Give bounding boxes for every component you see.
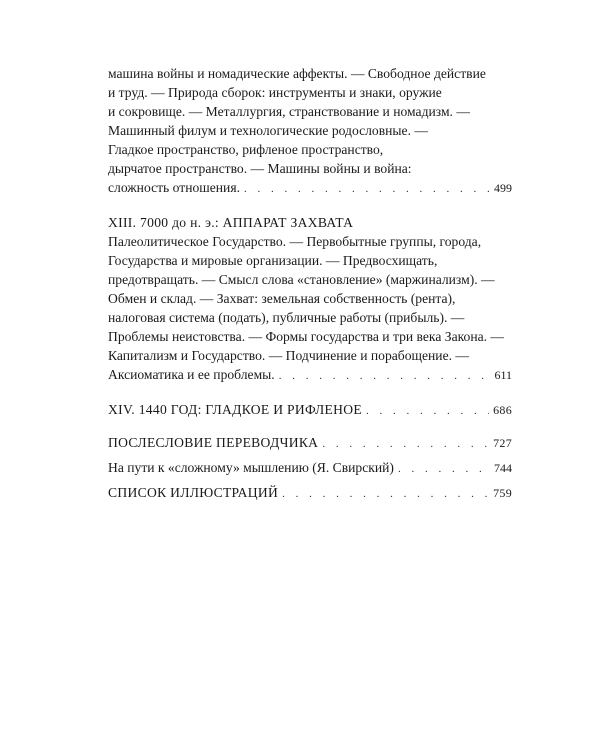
toc-leader-line <box>108 400 512 421</box>
section-heading: На пути к «сложному» мышлению (Я. Свирский) <box>108 460 394 475</box>
toc-entry-afterword <box>108 433 512 454</box>
toc-leader-line <box>108 365 512 386</box>
dot-leader <box>322 435 489 454</box>
toc-text-line: Капитализм и Государство. — Подчинение и порабощение. — <box>108 348 469 363</box>
chapter-heading: XIII. 7000 до н. э.: АППАРАТ ЗАХВАТА <box>108 215 354 230</box>
page-number: 686 <box>493 403 512 417</box>
toc-text-line: машина войны и номадические аффекты. — Свободное действие <box>108 66 486 81</box>
toc-leader-line <box>108 433 512 454</box>
page-number: 499 <box>494 181 512 195</box>
toc-text-line: налоговая система (подать), публичные работы (прибыль). — <box>108 310 465 325</box>
toc-leader-line <box>108 483 512 504</box>
toc-entry-illustrations <box>108 483 512 504</box>
toc-entry-afterword-sub <box>108 458 512 479</box>
dot-leader <box>398 460 490 479</box>
toc-text-line: Проблемы неистовства. — Формы государства и три века Закона. — <box>108 329 505 344</box>
dot-leader <box>279 367 491 386</box>
toc-leader-line <box>108 458 512 479</box>
toc-text-line: предотвращать. — Смысл слова «становление» (маржинализм). — <box>108 272 495 287</box>
section-heading: СПИСОК ИЛЛЮСТРАЦИЙ <box>108 485 279 500</box>
page-number: 611 <box>494 368 512 382</box>
dot-leader <box>282 485 489 504</box>
page-number: 759 <box>493 486 512 500</box>
toc-text-line: и труд. — Природа сборок: инструменты и знаки, оружие <box>108 85 442 100</box>
toc-text-line: Гладкое пространство, рифленое пространство, <box>108 142 384 157</box>
toc-text-line: Машинный филум и технологические родословные. — <box>108 123 428 138</box>
dot-leader <box>366 402 489 421</box>
toc-entry-chapter-13 <box>108 213 512 386</box>
toc-text-line: дырчатое пространство. — Машины войны и война: <box>108 161 412 176</box>
toc-entry-continued <box>108 64 512 199</box>
toc-text-line: Обмен и склад. — Захват: земельная собственность (рента), <box>108 291 456 306</box>
toc-text-line: и сокровище. — Металлургия, странствование и номадизм. — <box>108 104 470 119</box>
section-heading: ПОСЛЕСЛОВИЕ ПЕРЕВОДЧИКА <box>108 435 319 450</box>
page-number: 727 <box>493 436 512 450</box>
toc-text-line: сложность отношения. <box>108 180 240 195</box>
toc-entry-chapter-14 <box>108 400 512 421</box>
page-number: 744 <box>494 461 512 475</box>
dot-leader <box>244 180 490 199</box>
table-of-contents <box>108 64 512 504</box>
toc-text-line: Палеолитическое Государство. — Первобытные группы, города, <box>108 234 482 249</box>
toc-text-line: Аксиоматика и ее проблемы. <box>108 367 275 382</box>
toc-leader-line <box>108 178 512 199</box>
chapter-heading: XIV. 1440 ГОД: ГЛАДКОЕ И РИФЛЕНОЕ <box>108 402 362 417</box>
toc-text-line: Государства и мировые организации. — Предвосхищать, <box>108 253 438 268</box>
